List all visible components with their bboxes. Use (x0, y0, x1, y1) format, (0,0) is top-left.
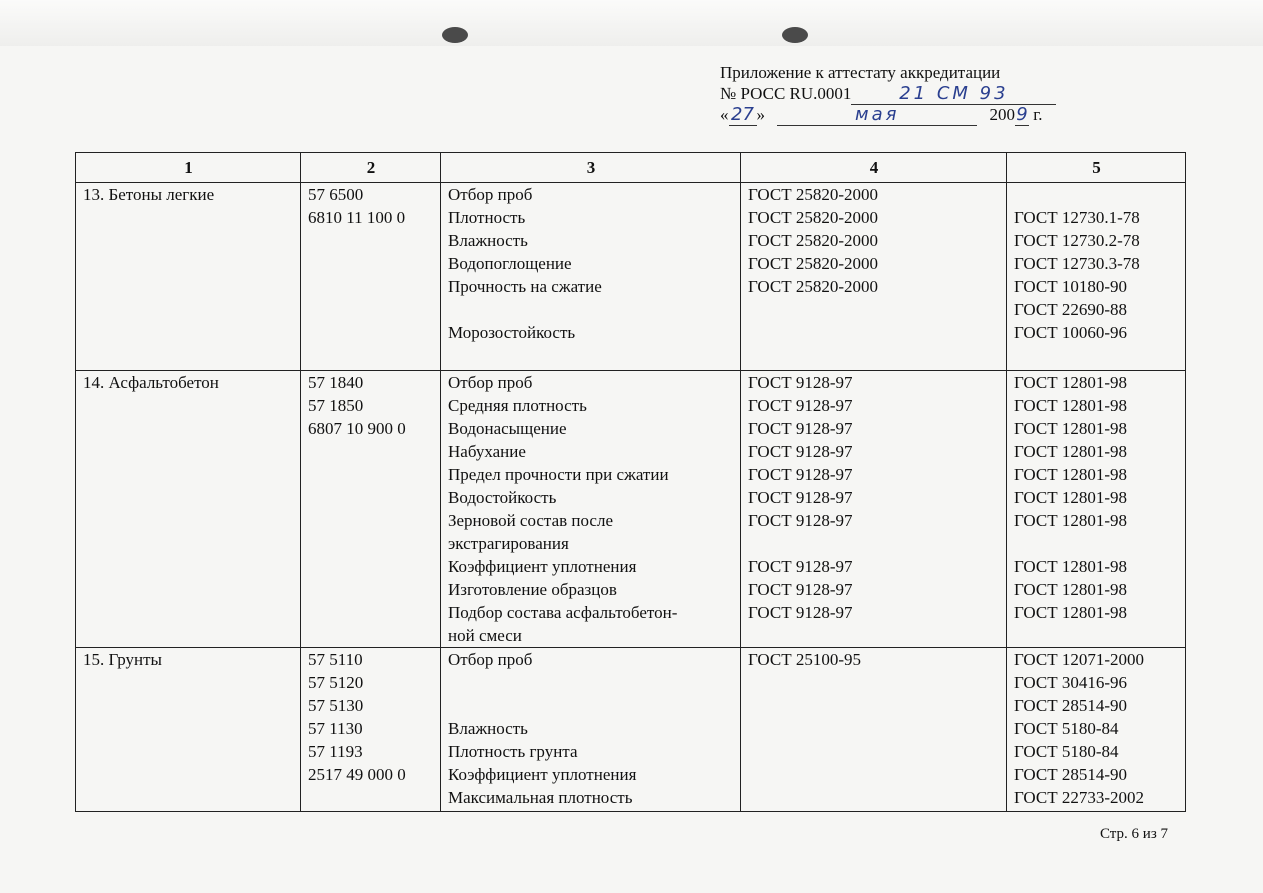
cell-line: Водонасыщение (448, 419, 567, 438)
cell-line: Отбор проб (448, 185, 533, 204)
product-name-cell (76, 371, 301, 648)
cell-line: ГОСТ 22690-88 (1014, 300, 1128, 319)
cell-line: 57 5110 (308, 650, 363, 669)
codes-cell (301, 648, 441, 812)
standards-cell (1007, 371, 1186, 648)
product-name: 13. Бетоны легкие (83, 185, 215, 204)
cell-line (448, 298, 734, 321)
cell-line: ГОСТ 9128-97 (748, 442, 853, 461)
codes-cell (301, 183, 441, 371)
cell-line: ГОСТ 25820-2000 (748, 231, 879, 250)
header-number-handwritten: 21 СМ 93 (851, 83, 1056, 105)
methods-doc-cell (741, 648, 1007, 812)
cell-line (1014, 532, 1179, 555)
cell-line: Зерновой состав после (448, 511, 613, 530)
date-year-prefix: 200 (989, 105, 1015, 124)
header-number (720, 83, 1090, 104)
cell-line: ГОСТ 12801-98 (1014, 488, 1128, 507)
cell-line: Отбор проб (448, 373, 533, 392)
cell-line: ГОСТ 12801-98 (1014, 373, 1128, 392)
cell-line: Влажность (448, 719, 528, 738)
date-suffix: г. (1029, 105, 1043, 124)
cell-line: ГОСТ 12801-98 (1014, 396, 1128, 415)
scan-top-edge (0, 0, 1263, 49)
cell-line: ГОСТ 9128-97 (748, 465, 853, 484)
cell-line: ГОСТ 10060-96 (1014, 323, 1128, 342)
cell-line: 57 6500 (308, 185, 364, 204)
cell-line: ГОСТ 12801-98 (1014, 603, 1128, 622)
cell-line: ГОСТ 12730.1-78 (1014, 208, 1140, 227)
cell-line: 57 1193 (308, 742, 363, 761)
cell-line: ГОСТ 9128-97 (748, 419, 853, 438)
cell-line: ГОСТ 12801-98 (1014, 511, 1128, 530)
cell-line: ГОСТ 12801-98 (1014, 419, 1128, 438)
col-header-3: 3 (441, 153, 741, 183)
attestation-header (720, 62, 1090, 125)
cell-line: ГОСТ 5180-84 (1014, 719, 1119, 738)
cell-line: Максимальная плотность (448, 788, 633, 807)
cell-line: ГОСТ 28514-90 (1014, 765, 1128, 784)
standards-cell (1007, 648, 1186, 812)
methods-doc-cell (741, 371, 1007, 648)
cell-line: Коэффициент уплотнения (448, 557, 637, 576)
cell-line: Морозостойкость (448, 323, 576, 342)
cell-line: экстрагирования (448, 534, 569, 553)
cell-line: ГОСТ 9128-97 (748, 488, 853, 507)
cell-line: Набухание (448, 442, 526, 461)
cell-line: 6810 11 100 0 (308, 208, 406, 227)
cell-line: Изготовление образцов (448, 580, 617, 599)
codes-cell (301, 371, 441, 648)
cell-line: Предел прочности при сжатии (448, 465, 669, 484)
cell-line: ГОСТ 12801-98 (1014, 442, 1128, 461)
product-name: 15. Грунты (83, 650, 162, 669)
cell-line: Влажность (448, 231, 528, 250)
cell-line: ГОСТ 12801-98 (1014, 580, 1128, 599)
cell-line: 57 1130 (308, 719, 363, 738)
cell-line (1014, 183, 1179, 206)
cell-line: Коэффициент уплотнения (448, 765, 637, 784)
cell-line: ГОСТ 12801-98 (1014, 465, 1128, 484)
cell-line: ГОСТ 25820-2000 (748, 277, 879, 296)
standards-cell (1007, 183, 1186, 371)
cell-line: Водопоглощение (448, 254, 572, 273)
cell-line: ГОСТ 25820-2000 (748, 208, 879, 227)
cell-line: 57 5130 (308, 696, 364, 715)
date-quote-open: « (720, 105, 729, 124)
cell-line: ГОСТ 22733-2002 (1014, 788, 1145, 807)
cell-line: ГОСТ 12730.2-78 (1014, 231, 1140, 250)
cell-line: ГОСТ 9128-97 (748, 603, 853, 622)
cell-line: Плотность грунта (448, 742, 578, 761)
tests-cell (441, 183, 741, 371)
cell-line: ГОСТ 28514-90 (1014, 696, 1128, 715)
cell-line (448, 694, 734, 717)
cell-line: 57 1850 (308, 396, 364, 415)
col-header-2: 2 (301, 153, 441, 183)
cell-line: 57 1840 (308, 373, 364, 392)
cell-line (448, 671, 734, 694)
product-name: 14. Асфальтобетон (83, 373, 219, 392)
header-date (720, 104, 1090, 125)
cell-line: 6807 10 900 0 (308, 419, 406, 438)
product-name-cell (76, 183, 301, 371)
cell-line: ГОСТ 9128-97 (748, 396, 853, 415)
cell-line: Отбор проб (448, 650, 533, 669)
cell-line: ГОСТ 10180-90 (1014, 277, 1128, 296)
cell-line: ной смеси (448, 626, 522, 645)
cell-line: ГОСТ 30416-96 (1014, 673, 1128, 692)
date-day: 27 (729, 104, 757, 126)
date-month: мая (777, 104, 977, 126)
methods-doc-cell (741, 183, 1007, 371)
cell-line: ГОСТ 12801-98 (1014, 557, 1128, 576)
tests-cell (441, 648, 741, 812)
cell-line: ГОСТ 25820-2000 (748, 254, 879, 273)
table-row (76, 183, 1186, 371)
cell-line: ГОСТ 9128-97 (748, 557, 853, 576)
header-number-prefix: № РОСС RU.0001 (720, 84, 852, 103)
cell-line: ГОСТ 12071-2000 (1014, 650, 1145, 669)
cell-line: 2517 49 000 0 (308, 765, 406, 784)
col-header-4: 4 (741, 153, 1007, 183)
product-name-cell (76, 648, 301, 812)
cell-line: ГОСТ 12730.3-78 (1014, 254, 1140, 273)
punch-hole-right (782, 27, 808, 43)
cell-line: ГОСТ 5180-84 (1014, 742, 1119, 761)
col-header-5: 5 (1007, 153, 1186, 183)
cell-line: Подбор состава асфальтобетон- (448, 603, 678, 622)
col-header-1: 1 (76, 153, 301, 183)
cell-line: Прочность на сжатие (448, 277, 602, 296)
cell-line: Плотность (448, 208, 526, 227)
date-quote-close: » (756, 105, 765, 124)
accreditation-table (75, 152, 1186, 812)
table-row (76, 371, 1186, 648)
tests-cell (441, 371, 741, 648)
cell-line: 57 5120 (308, 673, 364, 692)
cell-line: ГОСТ 25820-2000 (748, 185, 879, 204)
cell-line: Средняя плотность (448, 396, 587, 415)
punch-hole-left (442, 27, 468, 43)
table-row (76, 648, 1186, 812)
cell-line: ГОСТ 9128-97 (748, 373, 853, 392)
date-year-digit: 9 (1016, 104, 1028, 125)
table-header-row (76, 153, 1186, 183)
header-title: Приложение к аттестату аккредитации (720, 63, 1001, 82)
cell-line: ГОСТ 9128-97 (748, 580, 853, 599)
cell-line (748, 532, 1000, 555)
cell-line: ГОСТ 9128-97 (748, 511, 853, 530)
cell-line: Водостойкость (448, 488, 557, 507)
page-number: Стр. 6 из 7 (1100, 826, 1168, 842)
table-body (76, 183, 1186, 812)
cell-line: ГОСТ 25100-95 (748, 650, 862, 669)
